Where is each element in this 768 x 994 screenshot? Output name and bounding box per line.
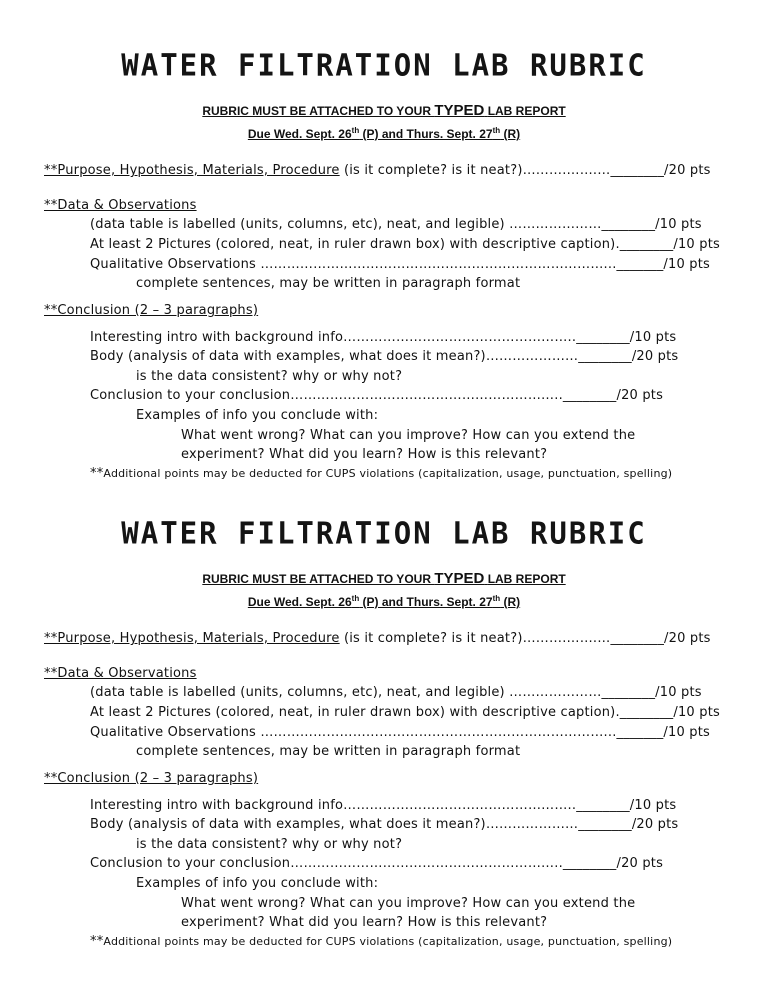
attach-notice: RUBRIC MUST BE ATTACHED TO YOUR TYPED LAB REPORT [202,102,566,119]
what-went-line: What went wrong? What can you improve? How can you extend the [181,428,636,443]
due-date: Due Wed. Sept. 26th (P) and Thurs. Sept. 27th (R) [247,126,521,141]
rubric-bottom [0,468,768,948]
conclusion-to-line: Conclusion to your conclusion……………………………………………………..________/20 pts [90,856,664,871]
pictures-line: At least 2 Pictures (colored, neat, in ruler drawn box) with descriptive caption).________/10 pts [90,237,720,252]
rubric-title: WATER FILTRATION LAB RUBRIC [121,515,647,551]
pictures-line: At least 2 Pictures (colored, neat, in ruler drawn box) with descriptive caption).________/10 pts [90,705,720,720]
cups-note: **Additional points may be deducted for CUPS violations (capitalization, usage, punctuation, spelling) [90,466,673,481]
attach-notice: RUBRIC MUST BE ATTACHED TO YOUR TYPED LAB REPORT [202,570,566,587]
consistent-line: is the data consistent? why or why not? [136,369,403,384]
due-date: Due Wed. Sept. 26th (P) and Thurs. Sept. 27th (R) [247,594,521,609]
purpose-line: **Purpose, Hypothesis, Materials, Procedure (is it complete? is it neat?)……….…….…________/20 pts [44,631,711,646]
intro-line: Interesting intro with background info……………………………………………..________/10 pts [90,330,677,345]
qualitative-line: Qualitative Observations ……………………………………………………………………..._______/10 pts [90,257,710,272]
data-observations-header: **Data & Observations [44,666,197,681]
rubric-top [0,0,768,480]
consistent-line: is the data consistent? why or why not? [136,837,403,852]
body-line: Body (analysis of data with examples, what does it mean?)…………………________/20 pts [90,817,679,832]
purpose-line: **Purpose, Hypothesis, Materials, Procedure (is it complete? is it neat?)……….…….…________/20 pts [44,163,711,178]
examples-line: Examples of info you conclude with: [136,876,379,891]
conclusion-header: **Conclusion (2 – 3 paragraphs) [44,303,259,318]
qualitative-line: Qualitative Observations ……………………………………………………………………..._______/10 pts [90,725,710,740]
examples-line: Examples of info you conclude with: [136,408,379,423]
data-observations-header: **Data & Observations [44,198,197,213]
cups-note: **Additional points may be deducted for CUPS violations (capitalization, usage, punctuation, spelling) [90,934,673,949]
rubric-title: WATER FILTRATION LAB RUBRIC [121,47,647,83]
body-line: Body (analysis of data with examples, what does it mean?)…………………________/20 pts [90,349,679,364]
experiment-line: experiment? What did you learn? How is this relevant? [181,447,548,462]
data-table-line: (data table is labelled (units, columns, etc), neat, and legible) …………………________/10 pts [90,217,702,232]
conclusion-to-line: Conclusion to your conclusion……………………………………………………..________/20 pts [90,388,664,403]
data-table-line: (data table is labelled (units, columns, etc), neat, and legible) …………………________/10 pts [90,685,702,700]
complete-sentences-line: complete sentences, may be written in paragraph format [136,744,521,759]
intro-line: Interesting intro with background info……………………………………………..________/10 pts [90,798,677,813]
conclusion-header: **Conclusion (2 – 3 paragraphs) [44,771,259,786]
complete-sentences-line: complete sentences, may be written in paragraph format [136,276,521,291]
experiment-line: experiment? What did you learn? How is this relevant? [181,915,548,930]
what-went-line: What went wrong? What can you improve? How can you extend the [181,896,636,911]
